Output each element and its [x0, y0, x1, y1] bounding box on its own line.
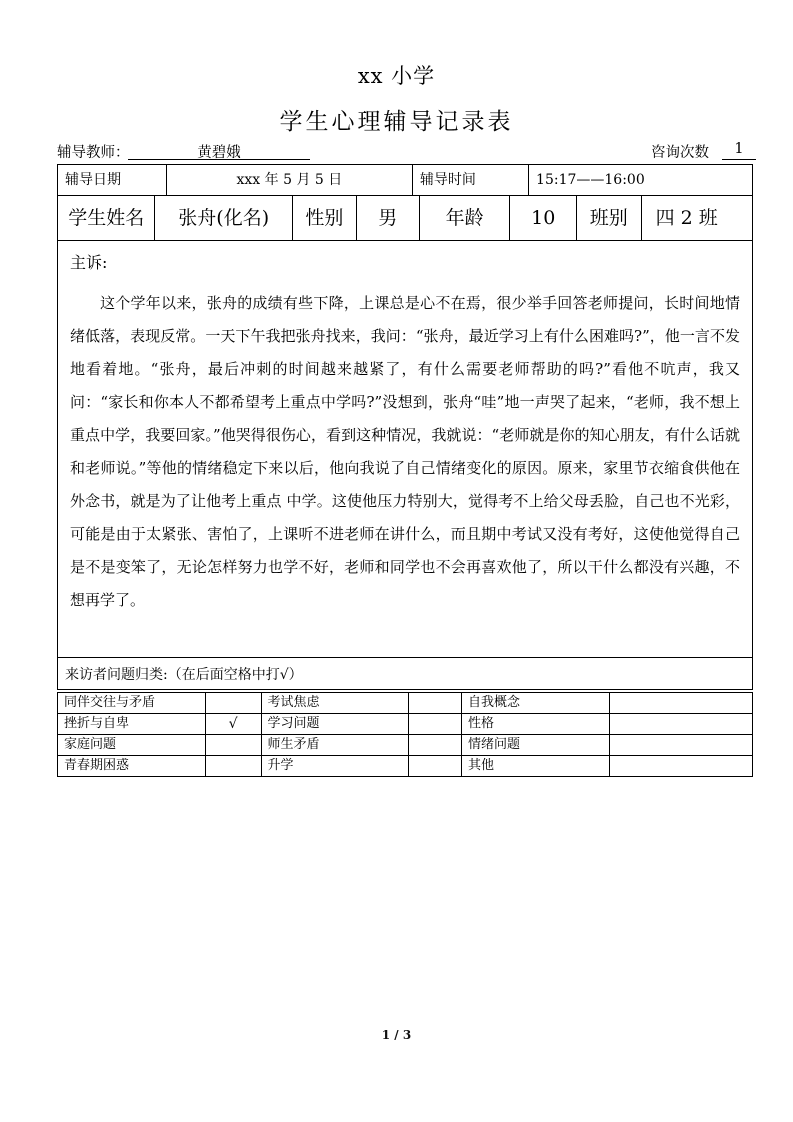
category-label-exam-anxiety: 考试焦虑 — [261, 693, 409, 714]
age-label: 年龄 — [419, 196, 510, 241]
checkbox-other[interactable] — [609, 756, 752, 777]
page-indicator: 1 / 3 — [381, 1028, 412, 1042]
checkbox-learning-problem[interactable] — [409, 714, 462, 735]
category-label-peer-conflict: 同伴交往与矛盾 — [58, 693, 206, 714]
form-title: 学生心理辅导记录表 — [279, 109, 514, 135]
age-value[interactable]: 10 — [510, 196, 577, 241]
table-row — [58, 196, 753, 241]
checkbox-puberty-confusion[interactable] — [205, 756, 261, 777]
category-label-teacher-student-conflict: 师生矛盾 — [261, 735, 409, 756]
category-label-other: 其他 — [462, 756, 610, 777]
checkbox-peer-conflict[interactable] — [205, 693, 261, 714]
time-value[interactable]: 15:17——16:00 — [529, 165, 753, 196]
category-label-emotional-problem: 情绪问题 — [462, 735, 610, 756]
category-label-self-concept: 自我概念 — [462, 693, 610, 714]
class-value[interactable]: 四 2 班 — [641, 196, 752, 241]
school-title: xx 小学 — [357, 64, 436, 88]
checkbox-exam-anxiety[interactable] — [409, 693, 462, 714]
table-row — [58, 735, 753, 756]
checkbox-emotional-problem[interactable] — [609, 735, 752, 756]
category-label-personality: 性格 — [462, 714, 610, 735]
classification-grid-body — [58, 693, 753, 777]
complaint-heading: 主诉: — [70, 253, 108, 272]
checkbox-frustration-inferiority[interactable]: √ — [205, 714, 261, 735]
classification-grid — [57, 692, 753, 777]
teacher-name-field[interactable]: 黄碧娥 — [128, 141, 310, 160]
date-label: 辅导日期 — [58, 165, 167, 196]
complaint-text[interactable]: 这个学年以来，张舟的成绩有些下降，上课总是心不在焉，很少举手回答老师提问，长时间地情绪低落，表现反常。一天下午我把张舟找来，我问：“张舟，最近学习上有什么困难吗?”，他一言不发地看着地。“张舟，最后冲刺的时间越来越紧了，有什么需要老师帮助的吗?”看他不吭声，我又问：“家长和你本人不都希望考上重点中学吗?”没想到，张舟“哇”地一声哭了起来，“老师，我不想上重点中学，我要回家。”他哭得很伤心，看到这种情况，我就说：“老师就是你的知心朋友，有什么话就和老师说。”等他的情绪稳定下来以后，他向我说了自己情绪变化的原因。原来，家里节衣缩食供他在外念书，就是为了让他考上重点 中学。这使他压力特别大，觉得考不上给父母丢脸，自己也不光彩，可能是由于太紧张、害怕了，上课听不进老师在讲什么，而且期中考试又没有考好，这使他觉得自己是不是变笨了，无论怎样努力也学不好，老师和同学也不会再喜欢他了，所以干什么都没有兴趣，不想再学了。 — [70, 294, 740, 609]
checkbox-family-problem[interactable] — [205, 735, 261, 756]
category-label-family-problem: 家庭问题 — [58, 735, 206, 756]
category-label-puberty-confusion: 青春期困惑 — [58, 756, 206, 777]
gender-value[interactable]: 男 — [356, 196, 419, 241]
gender-label: 性别 — [292, 196, 356, 241]
teacher-label: 辅导教师： — [57, 145, 130, 161]
checkbox-personality[interactable] — [609, 714, 752, 735]
complaint-section — [57, 240, 753, 658]
classification-caption: 来访者问题归类:（在后面空格中打√） — [57, 658, 753, 690]
time-label: 辅导时间 — [412, 165, 528, 196]
date-time-row — [57, 164, 753, 196]
student-name-label: 学生姓名 — [58, 196, 155, 241]
checkbox-self-concept[interactable] — [609, 693, 752, 714]
consultation-count-label: 咨询次数 — [651, 145, 709, 161]
category-label-frustration-inferiority: 挫折与自卑 — [58, 714, 206, 735]
checkbox-teacher-student-conflict[interactable] — [409, 735, 462, 756]
table-row — [58, 714, 753, 735]
category-label-learning-problem: 学习问题 — [261, 714, 409, 735]
date-value[interactable]: xxx 年 5 月 5 日 — [166, 165, 412, 196]
category-label-further-education: 升学 — [261, 756, 409, 777]
table-row — [58, 756, 753, 777]
header-line — [57, 141, 752, 163]
table-row — [58, 693, 753, 714]
checkbox-further-education[interactable] — [409, 756, 462, 777]
student-name-value[interactable]: 张舟(化名) — [155, 196, 292, 241]
student-info-row — [57, 195, 753, 241]
consultation-count-field[interactable]: 1 — [722, 141, 756, 160]
class-label: 班别 — [577, 196, 642, 241]
table-row — [58, 165, 753, 196]
